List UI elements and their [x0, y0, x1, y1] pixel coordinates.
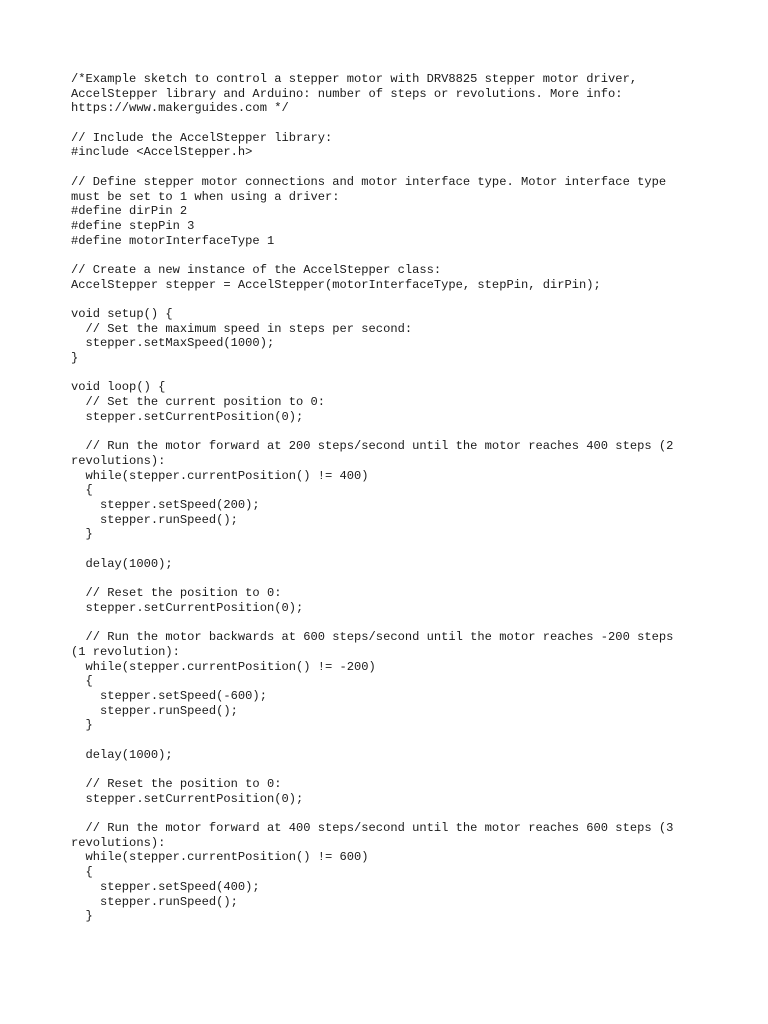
code-line: // Run the motor forward at 400 steps/second until the motor reaches 600 steps (3 [71, 821, 674, 836]
code-line: stepper.runSpeed(); [71, 703, 238, 718]
code-line: AccelStepper stepper = AccelStepper(motorInterfaceType, stepPin, dirPin); [71, 277, 601, 292]
code-line: // Reset the position to 0: [71, 586, 282, 601]
code-line [71, 366, 711, 381]
code-line: stepper.setCurrentPosition(0); [71, 600, 304, 615]
code-line: stepper.setSpeed(-600); [71, 688, 267, 703]
code-line: { [71, 483, 93, 498]
code-line [71, 806, 711, 821]
code-line: } [71, 527, 93, 542]
code-line: // Define stepper motor connections and motor interface type. Motor interface type [71, 174, 667, 189]
code-line: /*Example sketch to control a stepper motor with DRV8825 stepper motor driver, [71, 72, 638, 86]
code-line: while(stepper.currentPosition() != 600) [71, 850, 369, 865]
code-line: revolutions): [71, 835, 166, 850]
code-line: } [71, 351, 79, 366]
code-line [71, 615, 711, 630]
code-line: #define dirPin 2 [71, 204, 188, 219]
code-line: // Create a new instance of the AccelStepper class: [71, 262, 442, 277]
code-line: // Run the motor forward at 200 steps/second until the motor reaches 400 steps (2 [71, 439, 674, 454]
code-line: must be set to 1 when using a driver: [71, 189, 340, 204]
code-line: while(stepper.currentPosition() != -200) [71, 659, 376, 674]
code-line: // Run the motor backwards at 600 steps/second until the motor reaches -200 steps [71, 630, 674, 645]
code-line: while(stepper.currentPosition() != 400) [71, 468, 369, 483]
code-line [71, 248, 711, 263]
code-line: #include <AccelStepper.h> [71, 145, 253, 160]
code-line [71, 571, 711, 586]
code-line: { [71, 865, 93, 880]
code-line: } [71, 718, 93, 733]
code-line: delay(1000); [71, 747, 173, 762]
code-line: // Set the maximum speed in steps per second: [71, 321, 413, 336]
code-line: // Include the AccelStepper library: [71, 130, 333, 145]
code-line: stepper.setCurrentPosition(0); [71, 791, 304, 806]
code-line: stepper.runSpeed(); [71, 512, 238, 527]
code-line: AccelStepper library and Arduino: number of steps or revolutions. More info: [71, 86, 623, 101]
code-line: stepper.setMaxSpeed(1000); [71, 336, 275, 351]
code-line: (1 revolution): [71, 644, 180, 659]
code-line: #define stepPin 3 [71, 218, 195, 233]
code-line: #define motorInterfaceType 1 [71, 233, 275, 248]
code-line: stepper.runSpeed(); [71, 894, 238, 909]
code-line: stepper.setSpeed(400); [71, 879, 260, 894]
code-line: https://www.makerguides.com */ [71, 101, 289, 116]
code-line: // Reset the position to 0: [71, 777, 282, 791]
code-line: revolutions): [71, 453, 166, 468]
code-line [71, 762, 711, 777]
code-line [71, 733, 711, 748]
code-line: } [71, 909, 93, 924]
code-line [71, 292, 711, 307]
code-line: void setup() { [71, 307, 173, 321]
code-line [71, 542, 711, 557]
code-line [71, 116, 711, 131]
code-line [71, 160, 711, 175]
code-listing [71, 72, 711, 924]
code-line: { [71, 674, 93, 689]
code-line: // Set the current position to 0: [71, 395, 326, 410]
code-line: delay(1000); [71, 556, 173, 571]
code-line: void loop() { [71, 380, 166, 395]
code-line: stepper.setCurrentPosition(0); [71, 409, 304, 424]
code-line: stepper.setSpeed(200); [71, 497, 260, 512]
code-line [71, 425, 711, 440]
